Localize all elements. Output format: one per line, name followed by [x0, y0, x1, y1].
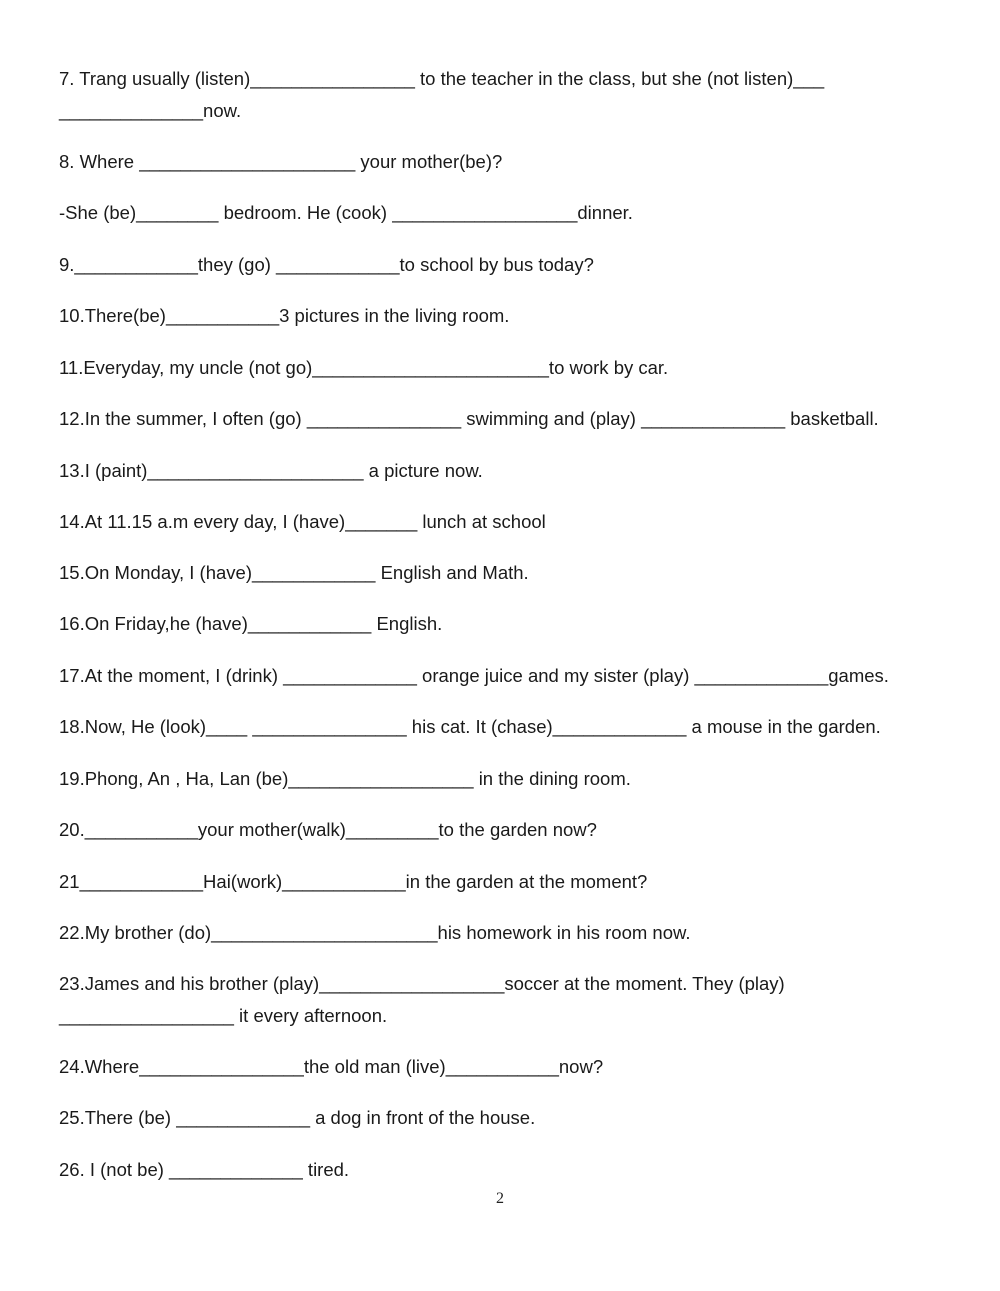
exercise-22: 22.My brother (do)______________________his homework in his room now.	[59, 922, 691, 943]
exercise-24: 24.Where________________the old man (live)___________now?	[59, 1056, 604, 1077]
exercise-8-line-2: -She (be)________ bedroom. He (cook) __________________dinner.	[59, 202, 633, 223]
exercise-20: 20.___________your mother(walk)_________to the garden now?	[59, 819, 597, 840]
exercise-11: 11.Everyday, my uncle (not go)_______________________to work by car.	[59, 357, 669, 378]
exercise-14: 14.At 11.15 a.m every day, I (have)_______ lunch at school	[59, 511, 546, 532]
exercise-19: 19.Phong, An , Ha, Lan (be)__________________ in the dining room.	[59, 768, 631, 789]
exercise-16: 16.On Friday,he (have)____________ English.	[59, 613, 443, 634]
exercise-7-line-1: 7. Trang usually (listen)________________ to the teacher in the class, but she (not listen)___	[59, 68, 825, 89]
exercise-8-line-1: 8. Where _____________________ your mother(be)?	[59, 151, 503, 172]
exercise-12: 12.In the summer, I often (go) _______________ swimming and (play) ______________ basketball.	[59, 408, 879, 429]
exercise-15: 15.On Monday, I (have)____________ English and Math.	[59, 562, 529, 583]
exercise-18: 18.Now, He (look)____ _______________ his cat. It (chase)_____________ a mouse in the garden.	[59, 716, 881, 737]
exercise-7-line-2: ______________now.	[59, 100, 242, 121]
exercise-17: 17.At the moment, I (drink) _____________ orange juice and my sister (play) _____________games.	[59, 665, 889, 686]
exercise-25: 25.There (be) _____________ a dog in front of the house.	[59, 1107, 536, 1128]
exercise-23-line-1: 23.James and his brother (play)__________________soccer at the moment. They (play)	[59, 973, 785, 994]
page-number: 2	[496, 1190, 504, 1207]
exercise-9: 9.____________they (go) ____________to school by bus today?	[59, 254, 594, 275]
exercise-10: 10.There(be)___________3 pictures in the living room.	[59, 305, 510, 326]
exercise-13: 13.I (paint)_____________________ a picture now.	[59, 460, 483, 481]
exercise-23-line-2: _________________ it every afternoon.	[59, 1005, 388, 1026]
exercise-21: 21____________Hai(work)____________in the garden at the moment?	[59, 871, 648, 892]
exercise-26: 26. I (not be) _____________ tired.	[59, 1159, 350, 1180]
